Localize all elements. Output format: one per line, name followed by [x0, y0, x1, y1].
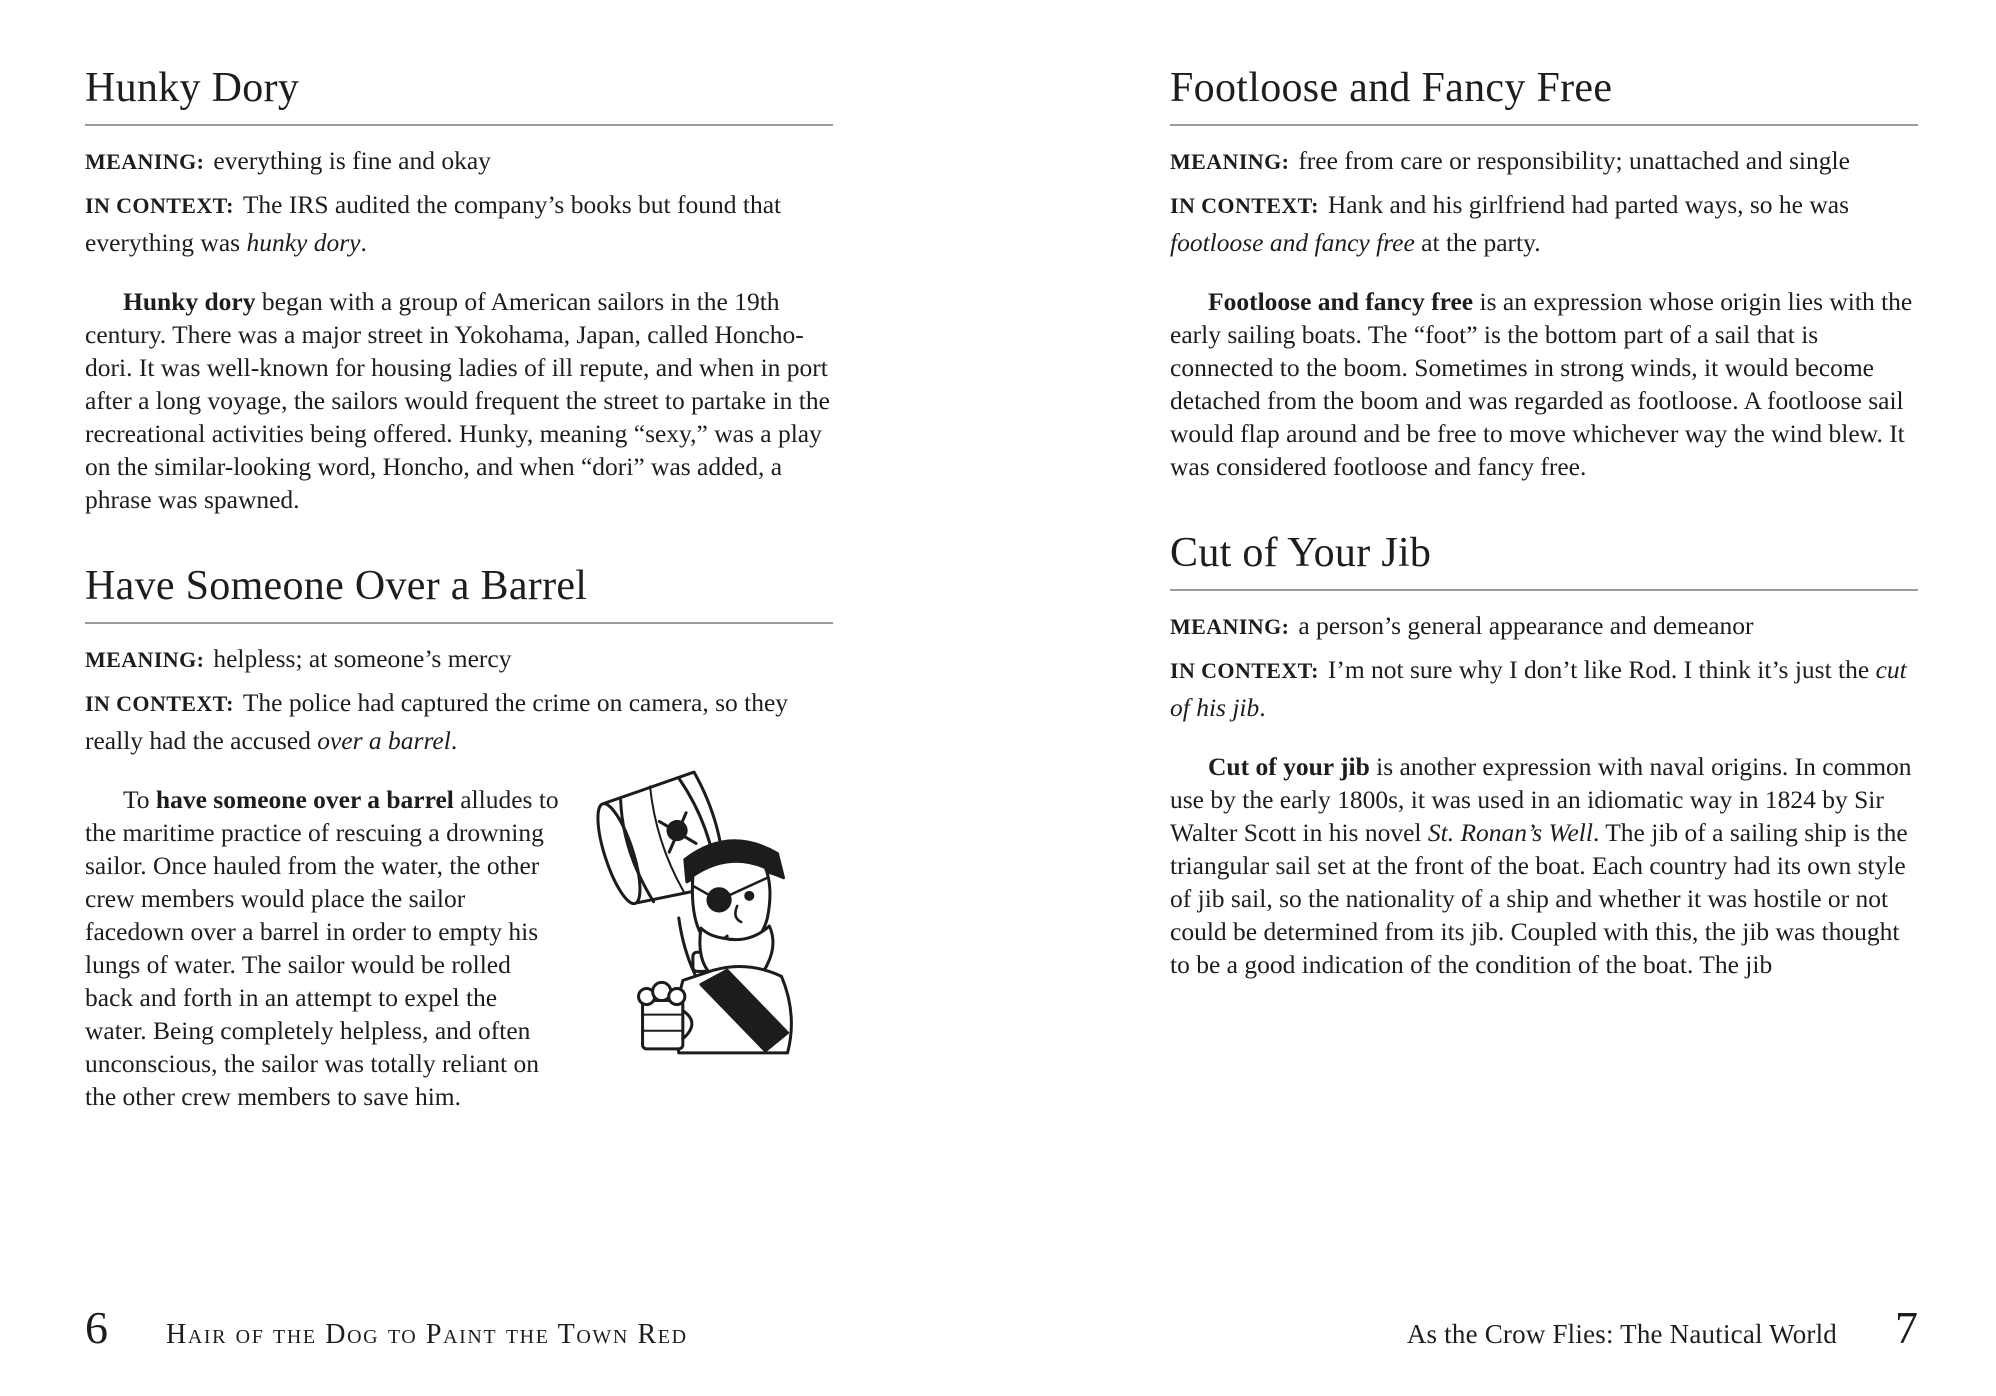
context-text: The IRS audited the company’s books but found that everything was hunky dory.	[85, 190, 782, 257]
entry-title: Have Someone Over a Barrel	[85, 562, 833, 624]
context-line	[1170, 186, 1918, 261]
meaning-line	[85, 640, 833, 678]
context-line	[85, 684, 833, 759]
page-number-left: 6	[85, 1302, 108, 1353]
context-line	[1170, 651, 1918, 726]
footer-right	[1407, 1301, 1918, 1354]
meaning-text: a person’s general appearance and demeanor	[1298, 611, 1754, 640]
entry-title: Cut of Your Jib	[1170, 529, 1918, 591]
context-label: IN CONTEXT:	[85, 691, 234, 716]
meaning-line	[1170, 142, 1918, 180]
entry-body: Hunky dory began with a group of American sailors in the 19th century. There was a major street in Yokohama, Japan, called Honcho-dori. It was well-known for housing ladies of ill repute, and when in port after a long voyage, the sailors would frequent the street to partake in the recreational activities being offered. Hunky, meaning “sexy,” was a play on the similar-looking word, Honcho, and when “dori” was added, a phrase was spawned.	[85, 287, 830, 514]
entry-title: Footloose and Fancy Free	[1170, 64, 1918, 126]
meaning-text: everything is fine and okay	[213, 146, 491, 175]
meaning-label: MEANING:	[85, 149, 205, 174]
running-title-right: As the Crow Flies: The Nautical World	[1406, 1319, 1837, 1349]
context-label: IN CONTEXT:	[1170, 193, 1319, 218]
entry-hunky-dory	[85, 64, 833, 516]
entry-title: Hunky Dory	[85, 64, 833, 126]
page-right	[1170, 64, 1918, 1396]
context-label: IN CONTEXT:	[1170, 658, 1319, 683]
entry-body: To have someone over a barrel alludes to the maritime practice of rescuing a drowning sailor. Once hauled from the water, the other crew members would place the sailor facedown over a barrel in order to empty his lungs of water. The sailor would be rolled back and forth in an attempt to expel the water. Being completely helpless, and often unconscious, the sailor was totally reliant on the other crew members to save him.	[85, 785, 559, 1111]
context-text: The police had captured the crime on camera, so they really had the accused over a barrel.	[85, 688, 789, 755]
context-text: Hank and his girlfriend had parted ways, so he was footloose and fancy free at the party.	[1170, 190, 1850, 257]
footer-left	[85, 1301, 688, 1354]
meaning-line	[85, 142, 833, 180]
meaning-label: MEANING:	[1170, 149, 1290, 174]
entry-body: Footloose and fancy free is an expression whose origin lies with the early sailing boats. The “foot” is the bottom part of a sail that is connected to the boom. Sometimes in strong winds, it would become detached from the boom and was regarded as footloose. A footloose sail would flap around and be free to move whichever way the wind blew. It was considered footloose and fancy free.	[1170, 287, 1913, 481]
entry-footloose-and-fancy-free	[1170, 64, 1918, 483]
entry-have-someone-over-a-barrel	[85, 562, 833, 1113]
meaning-label: MEANING:	[1170, 614, 1290, 639]
page-number-right: 7	[1895, 1302, 1918, 1353]
context-text: I’m not sure why I don’t like Rod. I think it’s just the cut of his jib.	[1170, 655, 1907, 722]
meaning-line	[1170, 607, 1918, 645]
pirate-with-barrel-illustration	[585, 767, 833, 1069]
page-left	[85, 64, 833, 1396]
meaning-text: helpless; at someone’s mercy	[213, 644, 512, 673]
context-line	[85, 186, 833, 261]
entry-body: Cut of your jib is another expression with naval origins. In common use by the early 1800s, it was used in an idiomatic way in 1824 by Sir Walter Scott in his novel St. Ronan’s Well. The jib of a sailing ship is the triangular sail set at the front of the boat. Each country had its own style of jib sail, so the nationality of a ship and whether it was hostile or not could be determined from its jib. Coupled with this, the jib was thought to be a good indication of the condition of the boat. The jib	[1170, 752, 1912, 979]
entry-cut-of-your-jib	[1170, 529, 1918, 981]
running-title-left: Hair of the Dog to Paint the Town Red	[166, 1319, 688, 1350]
context-label: IN CONTEXT:	[85, 193, 234, 218]
meaning-text: free from care or responsibility; unattached and single	[1298, 146, 1850, 175]
meaning-label: MEANING:	[85, 647, 205, 672]
